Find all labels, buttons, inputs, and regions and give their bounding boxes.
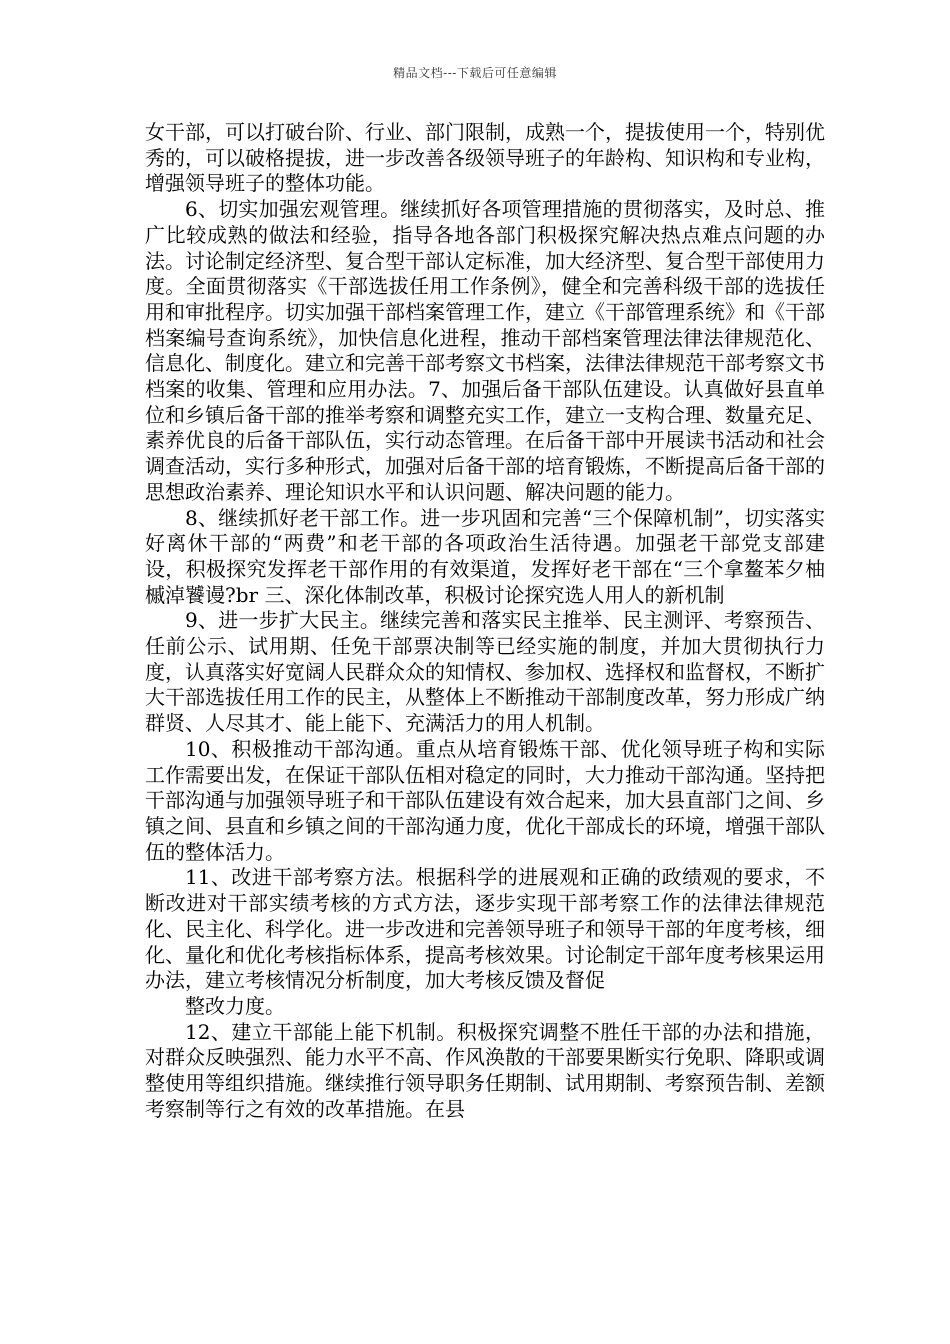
paragraph: 8、继续抓好老干部工作。进一步巩固和完善“三个保障机制”，切实落实好离休干部的“两费”和老干部的各项政治生活待遇。加强老干部党支部建设，积极探究发挥老干部作用的有效渠道，发挥好老干部在“三个拿鳌苯夕柚槭淖饕谩?br 三、深化体制改革，积极讨论探究选人用人的新机制 [145,505,825,607]
paragraph: 整改力度。 [185,993,285,1018]
paragraph: 女干部，可以打破台阶、行业、部门限制，成熟一个，提拔使用一个，特别优秀的，可以破格提拔，进一步改善各级领导班子的年龄构、知识构和专业构，增强领导班子的整体功能。 [145,120,825,196]
paragraph: 11、改进干部考察方法。根据科学的进展观和正确的政绩观的要求，不断改进对干部实绩考核的方式方法，逐步实现干部考察工作的法律法律规范化、民主化、科学化。进一步改进和完善领导班子和领导干部的年度考核，细化、量化和优化考核指标体系，提高考核效果。讨论制定干部年度考核果运用办法，建立考核情况分析制度，加大考核反馈及督促 [145,865,825,993]
page-header: 精品文档---下载后可任意编辑 [393,66,557,80]
paragraph: 9、进一步扩大民主。继续完善和落实民主推举、民主测评、考察预告、任前公示、试用期、任免干部票决制等已经实施的制度，并加大贯彻执行力度，认真落实好宽阔人民群众众的知情权、参加权、选择权和监督权，不断扩大干部选拔任用工作的民主，从整体上不断推动干部制度改革，努力形成广纳群贤、人尽其才、能上能下、充满活力的用人机制。 [145,608,825,736]
paragraph: 10、积极推动干部沟通。重点从培育锻炼干部、优化领导班子构和实际工作需要出发，在保证干部队伍相对稳定的同时，大力推动干部沟通。坚持把干部沟通与加强领导班子和干部队伍建设有效合起来，加大县直部门之间、乡镇之间、县直和乡镇之间的干部沟通力度，优化干部成长的环境，增强干部队伍的整体活力。 [145,736,825,864]
document-body [145,120,825,1122]
paragraph: 6、切实加强宏观管理。继续抓好各项管理措施的贯彻落实，及时总、推广比较成熟的做法和经验，指导各地各部门积极探究解决热点难点问题的办法。讨论制定经济型、复合型干部认定标准，加大经济型、复合型干部使用力度。全面贯彻落实《干部选拔任用工作条例》，健全和完善科级干部的选拔任用和审批程序。切实加强干部档案管理工作，建立《干部管理系统》和《干部档案编号查询系统》，加快信息化进程，推动干部档案管理法律法律规范化、信息化、制度化。建立和完善干部考察文书档案，法律法律规范干部考察文书档案的收集、管理和应用办法。7、加强后备干部队伍建设。认真做好县直单位和乡镇后备干部的推举考察和调整充实工作，建立一支构合理、数量充足、素养优良的后备干部队伍，实行动态管理。在后备干部中开展读书活动和社会调查活动，实行多种形式，加强对后备干部的培育锻炼，不断提高后备干部的思想政治素养、理论知识水平和认识问题、解决问题的能力。 [145,197,825,504]
paragraph: 12、建立干部能上能下机制。积极探究调整不胜任干部的办法和措施，对群众反映强烈、能力水平不高、作风涣散的干部要果断实行免职、降职或调整使用等组织措施。继续推行领导职务任期制、试用期制、考察预告制、差额考察制等行之有效的改革措施。在县 [145,1019,825,1121]
